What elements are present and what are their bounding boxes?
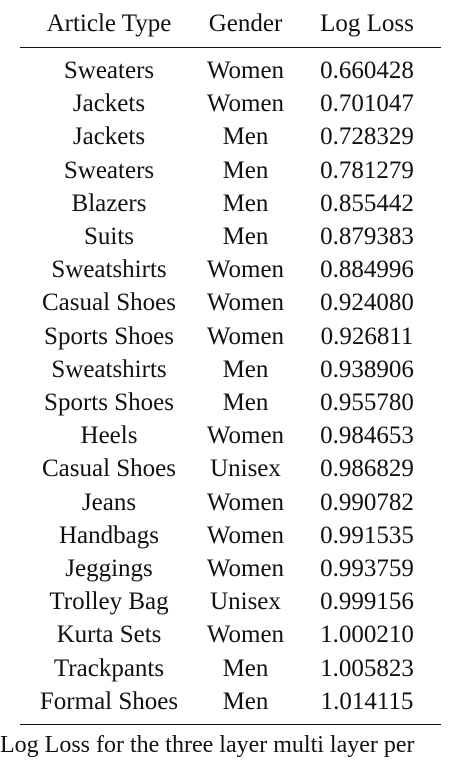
log-loss-table <box>20 0 441 725</box>
table-row <box>20 154 441 187</box>
cell-gender: Men <box>222 654 269 682</box>
table-row <box>20 419 441 452</box>
table-row <box>20 386 441 419</box>
cell-log-loss: 0.955780 <box>320 389 414 417</box>
cell-log-loss: 0.938906 <box>320 355 414 383</box>
table-caption: Log Loss for the three layer multi layer per <box>0 732 415 758</box>
cell-gender: Unisex <box>210 588 281 616</box>
cell-article-type: Trolley Bag <box>49 588 169 616</box>
cell-log-loss: 1.000210 <box>320 621 414 649</box>
cell-gender: Men <box>222 156 269 184</box>
cell-gender: Men <box>222 389 269 417</box>
table-row <box>20 353 441 386</box>
table-row <box>20 652 441 685</box>
cell-gender: Women <box>206 57 285 84</box>
cell-article-type: Sweatshirts <box>51 355 167 383</box>
table-row <box>20 187 441 220</box>
cell-article-type: Kurta Sets <box>56 621 162 649</box>
table-row <box>20 87 441 120</box>
cell-log-loss: 0.660428 <box>320 57 414 84</box>
cell-log-loss: 0.999156 <box>320 588 414 616</box>
cell-article-type: Sports Shoes <box>44 322 174 350</box>
cell-gender: Women <box>206 289 285 317</box>
table-row <box>20 48 441 88</box>
cell-article-type: Jackets <box>72 123 146 151</box>
cell-article-type: Casual Shoes <box>41 289 177 317</box>
table-row <box>20 220 441 253</box>
cell-article-type: Sweaters <box>63 57 155 84</box>
cell-gender: Women <box>206 422 285 450</box>
cell-gender: Women <box>206 256 285 284</box>
cell-article-type: Heels <box>80 422 138 450</box>
cell-log-loss: 1.005823 <box>320 654 414 682</box>
cell-article-type: Blazers <box>71 189 147 217</box>
cell-article-type: Trackpants <box>53 654 165 682</box>
cell-log-loss: 0.984653 <box>320 422 414 450</box>
cell-log-loss: 0.991535 <box>320 521 414 549</box>
cell-article-type: Casual Shoes <box>41 455 177 483</box>
table-row <box>20 585 441 618</box>
cell-article-type: Sweaters <box>63 156 155 184</box>
cell-article-type: Jeans <box>81 488 137 516</box>
cell-article-type: Formal Shoes <box>39 687 179 715</box>
cell-article-type: Suits <box>83 223 135 251</box>
cell-gender: Men <box>222 687 269 715</box>
table-row <box>20 486 441 519</box>
cell-article-type: Sweatshirts <box>51 256 167 284</box>
cell-log-loss: 0.990782 <box>320 488 414 516</box>
results-table-container <box>20 0 441 725</box>
cell-log-loss: 0.701047 <box>320 90 414 118</box>
cell-gender: Women <box>206 555 285 583</box>
table-row <box>20 552 441 585</box>
table-row <box>20 519 441 552</box>
header-log-loss: Log Loss <box>293 0 441 48</box>
table-row <box>20 286 441 319</box>
table-row <box>20 320 441 353</box>
cell-article-type: Handbags <box>59 521 159 549</box>
table-row <box>20 618 441 651</box>
cell-log-loss: 0.855442 <box>320 189 414 217</box>
cell-log-loss: 0.926811 <box>320 322 414 350</box>
table-body <box>20 48 441 725</box>
header-article-type: Article Type <box>20 0 198 48</box>
cell-gender: Men <box>222 189 269 217</box>
cell-gender: Women <box>206 488 285 516</box>
cell-log-loss: 0.993759 <box>320 555 414 583</box>
cell-article-type: Jackets <box>72 90 146 118</box>
table-header <box>20 0 441 48</box>
cell-gender: Women <box>206 90 285 118</box>
cell-gender: Women <box>206 621 285 649</box>
cell-log-loss: 0.884996 <box>320 256 414 284</box>
cell-gender: Women <box>206 322 285 350</box>
cell-article-type: Jeggings <box>65 555 153 583</box>
cell-log-loss: 1.014115 <box>320 687 414 715</box>
cell-gender: Men <box>222 123 269 151</box>
cell-article-type: Sports Shoes <box>44 389 174 417</box>
cell-log-loss: 0.728329 <box>320 123 414 151</box>
table-row <box>20 452 441 485</box>
cell-gender: Men <box>222 223 269 251</box>
header-gender: Gender <box>198 0 293 48</box>
header-row <box>20 0 441 48</box>
cell-gender: Women <box>206 521 285 549</box>
table-row <box>20 685 441 725</box>
cell-log-loss: 0.986829 <box>320 455 414 483</box>
table-row <box>20 253 441 286</box>
cell-gender: Unisex <box>210 455 281 483</box>
cell-gender: Men <box>222 355 269 383</box>
cell-log-loss: 0.924080 <box>320 289 414 317</box>
cell-log-loss: 0.879383 <box>320 223 414 251</box>
cell-log-loss: 0.781279 <box>320 156 414 184</box>
table-row <box>20 120 441 153</box>
